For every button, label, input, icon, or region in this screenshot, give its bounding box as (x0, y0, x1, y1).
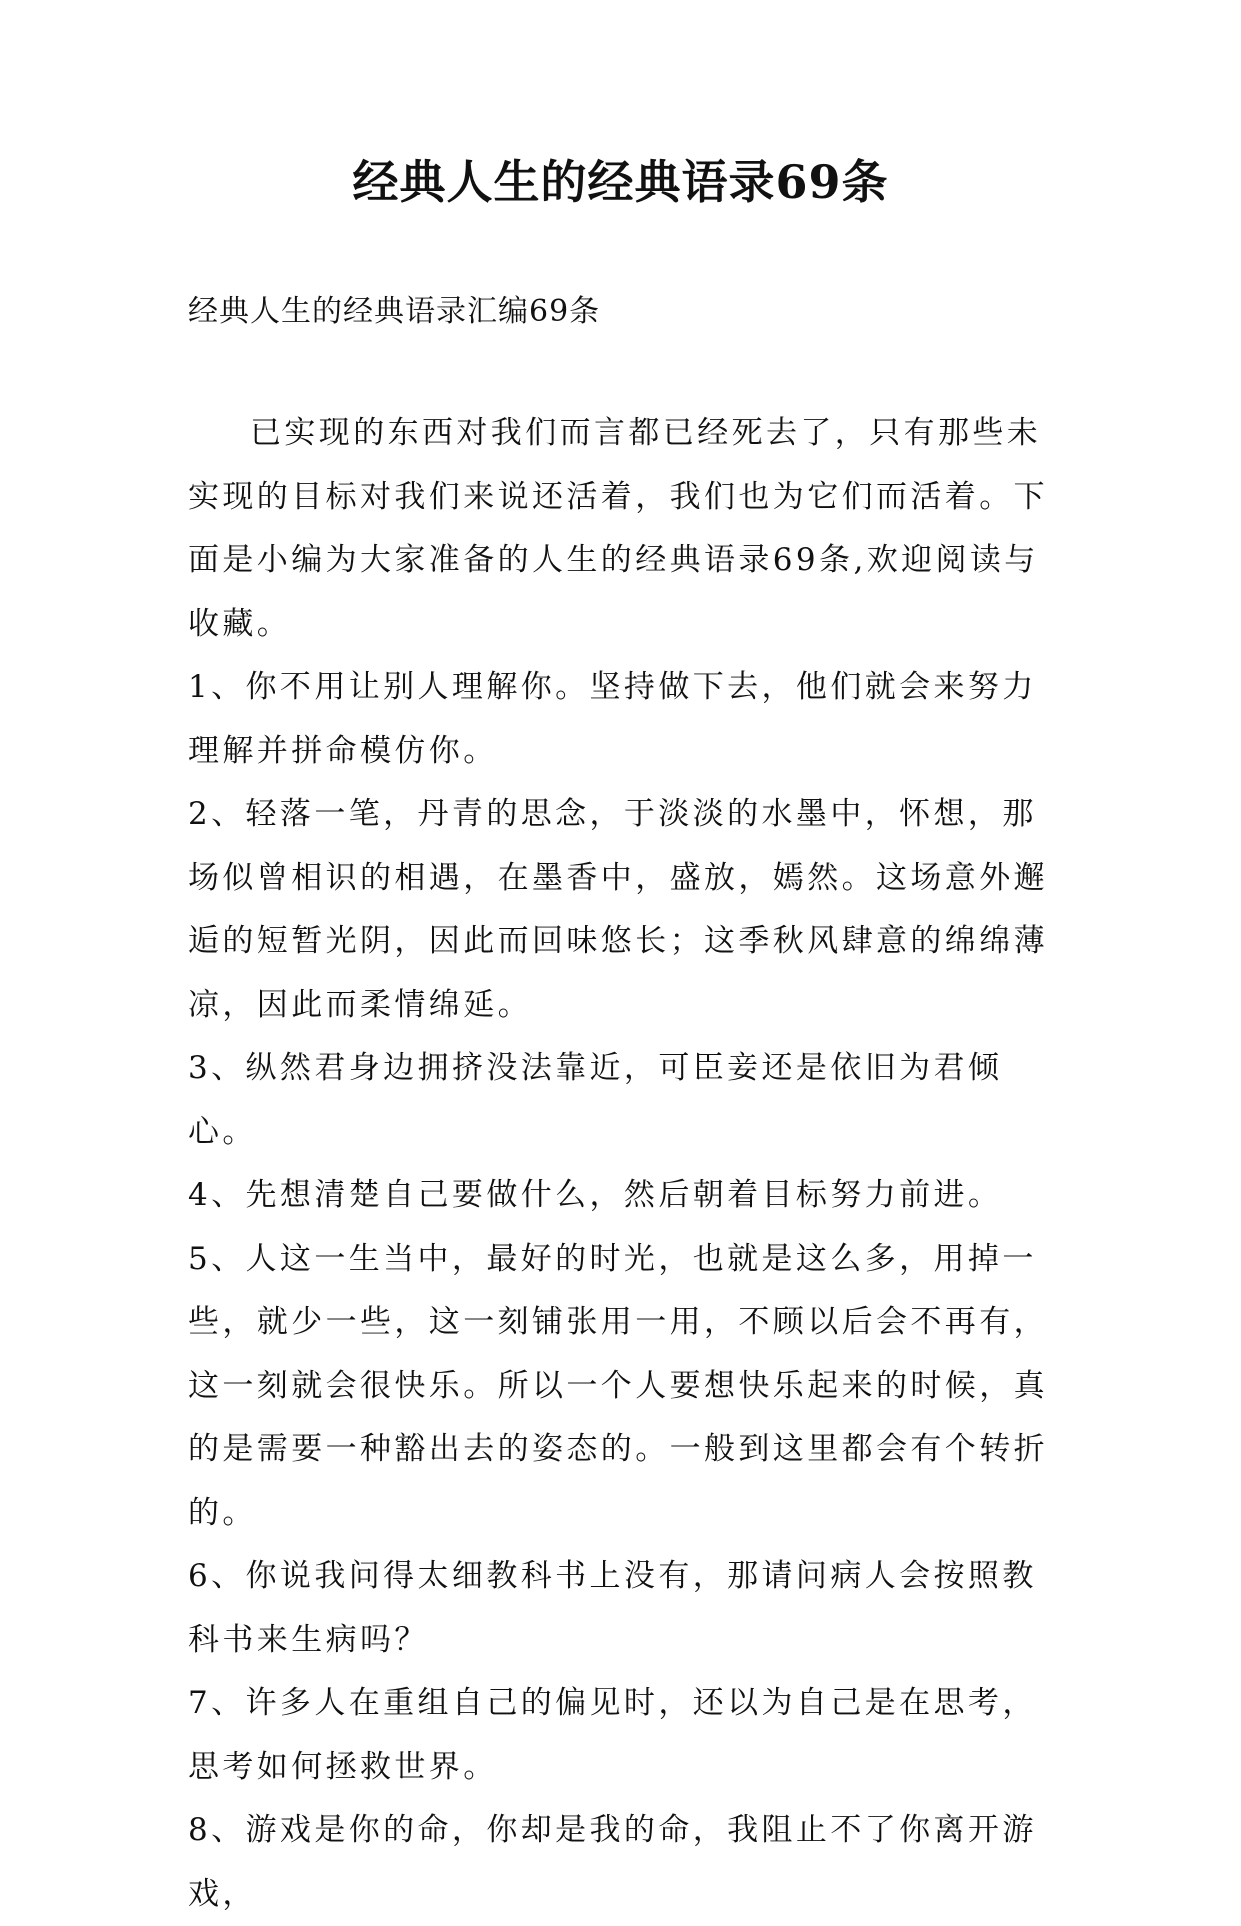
quote-item-7: 7、许多人在重组自己的偏见时，还以为自己是在思考，思考如何拯救世界。 (188, 1685, 1037, 1785)
quote-item-5: 5、人这一生当中，最好的时光，也就是这么多，用掉一些，就少一些，这一刻铺张用一用，不顾以后会不再有，这一刻就会很快乐。所以一个人要想快乐起来的时候，真的是需要一种豁出去的姿态的。一般到这里都会有个转折的。 (188, 1240, 1048, 1531)
document-subtitle: 经典人生的经典语录汇编69条 (188, 294, 601, 329)
quote-item-2: 2、轻落一笔，丹青的思念，于淡淡的水墨中，怀想，那场似曾相识的相遇，在墨香中，盛放，嫣然。这场意外邂逅的短暂光阴，因此而回味悠长；这季秋风肆意的绵绵薄凉，因此而柔情绵延。 (188, 796, 1048, 1023)
quote-item-6: 6、你说我问得太细教科书上没有，那请问病人会按照教科书来生病吗？ (188, 1558, 1037, 1658)
document-title: 经典人生的经典语录69条 (352, 155, 889, 209)
document-body (188, 402, 1068, 1926)
quote-item-1: 1、你不用让别人理解你。坚持做下去，他们就会来努力理解并拼命模仿你。 (188, 669, 1037, 769)
quote-item-8: 8、游戏是你的命，你却是我的命，我阻止不了你离开游戏， (188, 1812, 1037, 1912)
intro-paragraph: 已实现的东西对我们而言都已经死去了，只有那些未实现的目标对我们来说还活着，我们也为它们而活着。下面是小编为大家准备的人生的经典语录69条,欢迎阅读与收藏。 (188, 415, 1048, 642)
quote-item-3: 3、纵然君身边拥挤没法靠近，可臣妾还是依旧为君倾心。 (188, 1050, 1003, 1150)
quote-item-4: 4、先想清楚自己要做什么，然后朝着目标努力前进。 (188, 1177, 1003, 1213)
